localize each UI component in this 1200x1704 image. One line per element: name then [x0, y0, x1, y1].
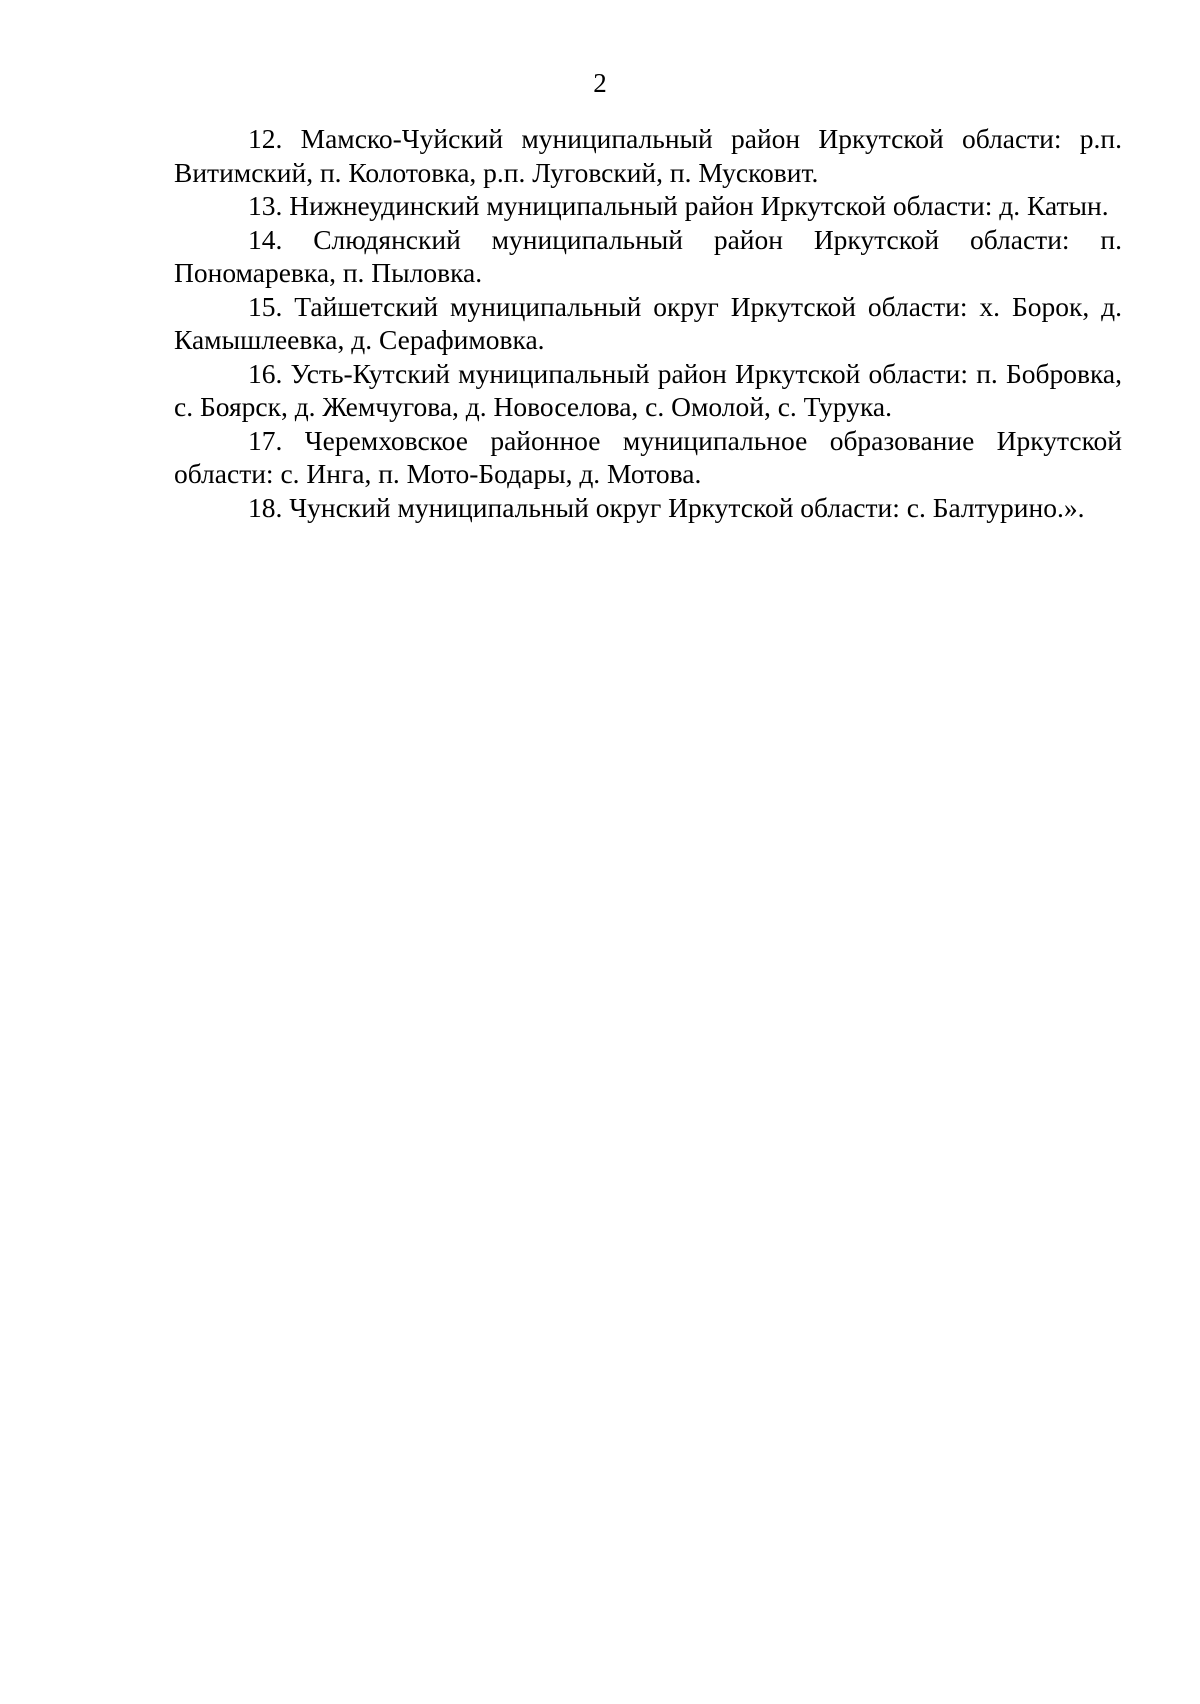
- list-item: [174, 290, 1122, 357]
- list-item: [174, 357, 1122, 424]
- item-text: Нижнеудинский муниципальный район Иркутской области: д. Катын.: [289, 190, 1109, 221]
- list-item: [174, 491, 1122, 525]
- item-number: 18.: [248, 491, 283, 523]
- list-item: [174, 189, 1122, 223]
- item-text: Чунский муниципальный округ Иркутской области: с. Балтурино.».: [289, 491, 1085, 523]
- item-text: Усть-Кутский муниципальный район Иркутской области: п. Бобровка, с. Боярск, д. Жемчугова, д. Новоселова, с. Омолой, с. Турука.: [174, 357, 1122, 422]
- item-number: 14.: [248, 223, 283, 255]
- list-item: [174, 223, 1122, 290]
- item-number: 15.: [248, 290, 283, 322]
- list-item: [174, 424, 1122, 491]
- item-text: Тайшетский муниципальный округ Иркутской области: х. Борок, д. Камышлеевка, д. Серафимовка.: [174, 290, 1122, 355]
- item-number: 17.: [248, 424, 283, 456]
- item-text: Мамско-Чуйский муниципальный район Иркутской области: р.п. Витимский, п. Колотовка, р.п. Луговский, п. Мусковит.: [174, 123, 1122, 188]
- item-text: Слюдянский муниципальный район Иркутской области: п. Пономаревка, п. Пыловка.: [174, 223, 1122, 288]
- item-number: 13.: [248, 190, 283, 221]
- item-number: 12.: [248, 123, 283, 154]
- item-number: 16.: [248, 357, 283, 389]
- document-body: [174, 122, 1122, 524]
- page-number: 2: [593, 68, 607, 98]
- list-item: [174, 122, 1122, 189]
- item-text: Черемховское районное муниципальное образование Иркутской области: с. Инга, п. Мото-Бодары, д. Мотова.: [174, 424, 1123, 489]
